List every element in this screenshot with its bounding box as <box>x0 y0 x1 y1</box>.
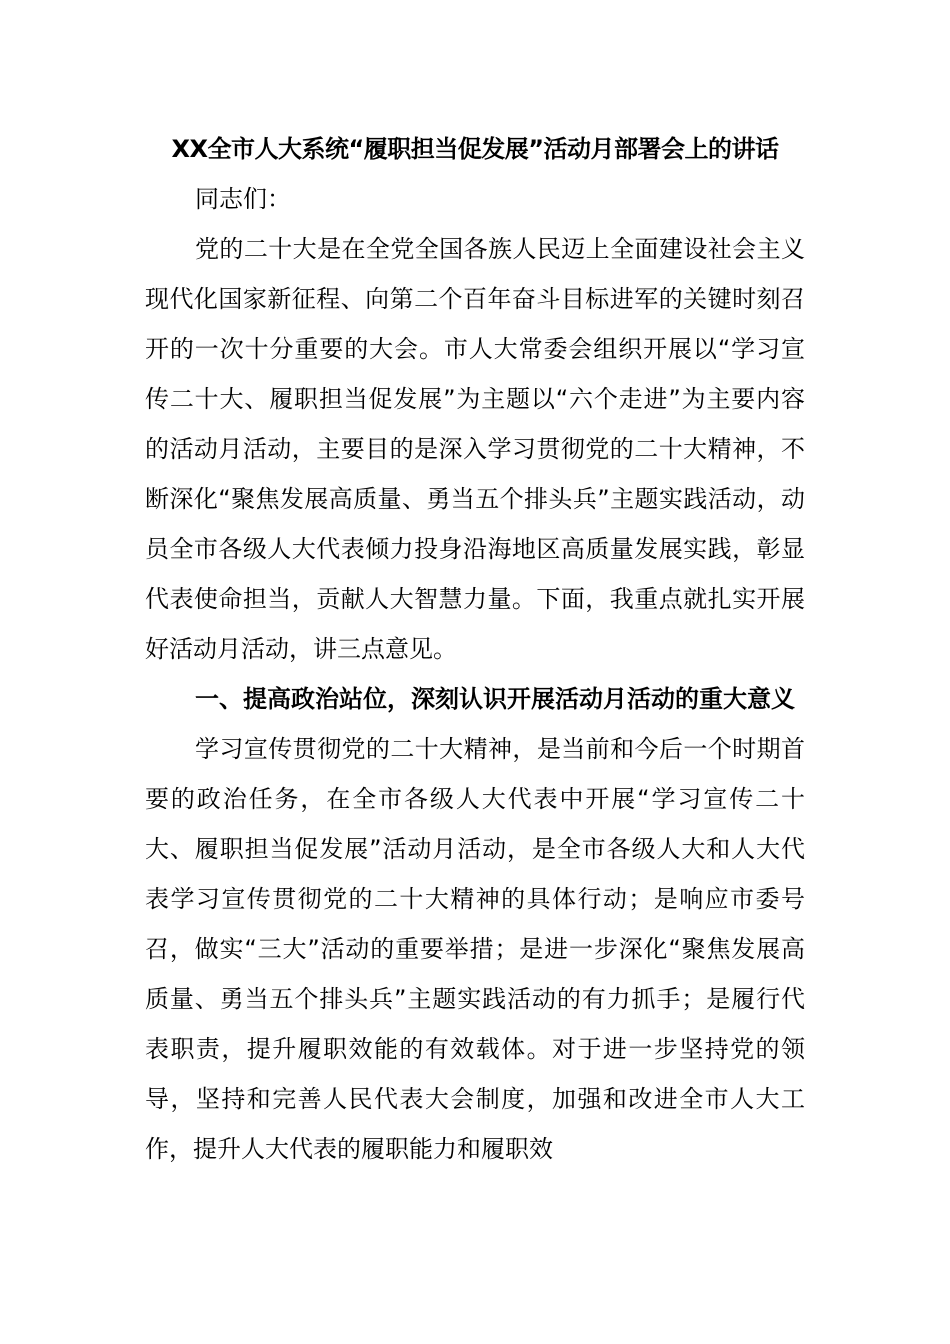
document-title: XX全市人大系统“履职担当促发展”活动月部署会上的讲话 <box>171 135 779 163</box>
document-page <box>145 124 805 1174</box>
section-heading: 一、提高政治站位，深刻认识开展活动月活动的重大意义 <box>195 685 795 713</box>
salutation: 同志们： <box>195 185 291 213</box>
section-paragraph: 学习宣传贯彻党的二十大精神，是当前和今后一个时期首要的政治任务，在全市各级人大代表中开展“学习宣传二十大、履职担当促发展”活动月活动，是全市各级人大和人大代表学习宣传贯彻党的二十大精神的具体行动；是响应市委号召，做实“三大”活动的重要举措；是进一步深化“聚焦发展高质量、勇当五个排头兵”主题实践活动的有力抓手；是履行代表职责，提升履职效能的有效载体。对于进一步坚持党的领导，坚持和完善人民代表大会制度，加强和改进全市人大工作，提升人大代表的履职能力和履职效 <box>145 735 805 1163</box>
body-paragraph: 党的二十大是在全党全国各族人民迈上全面建设社会主义现代化国家新征程、向第二个百年奋斗目标进军的关键时刻召开的一次十分重要的大会。市人大常委会组织开展以“学习宣传二十大、履职担当促发展”为主题以“六个走进”为主要内容的活动月活动，主要目的是深入学习贯彻党的二十大精神，不断深化“聚焦发展高质量、勇当五个排头兵”主题实践活动，动员全市各级人大代表倾力投身沿海地区高质量发展实践，彰显代表使命担当，贡献人大智慧力量。下面，我重点就扎实开展好活动月活动，讲三点意见。 <box>145 235 805 663</box>
